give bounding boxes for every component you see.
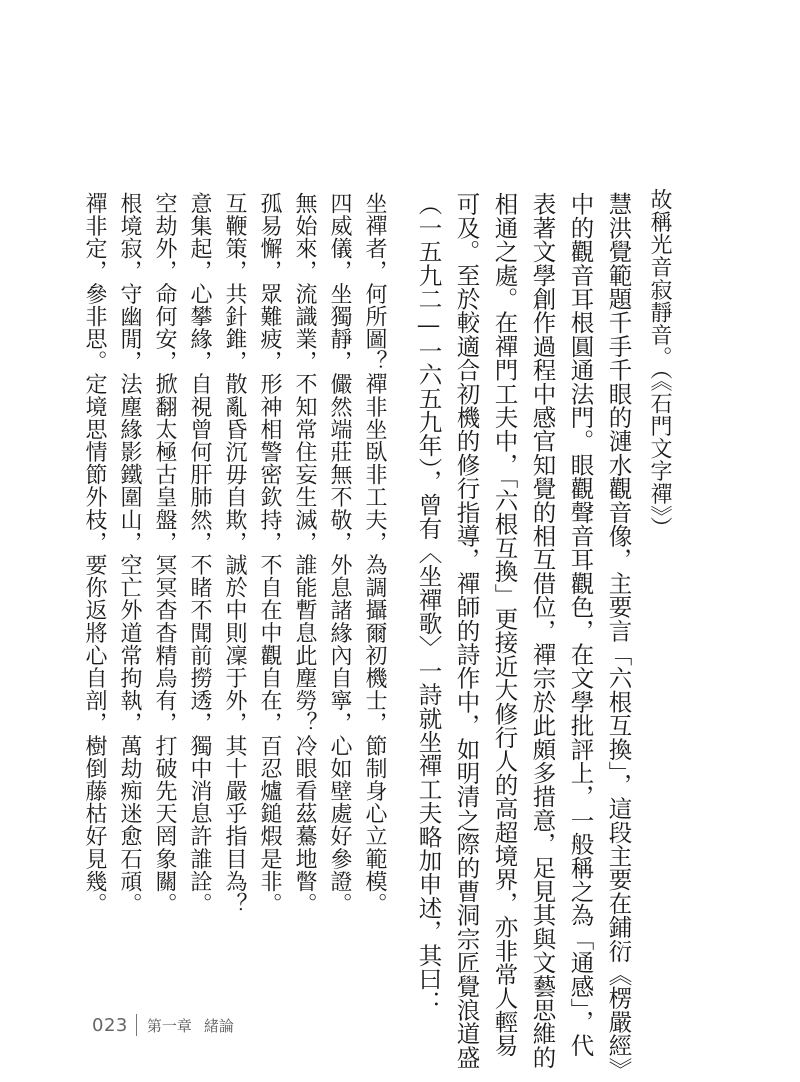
poem-line-6: 意集起，心攀緣，自視曾何肝肺然，不睹不聞前撈透，獨中消息許誰詮。: [187, 192, 212, 916]
section-label: 緒論: [203, 1016, 234, 1035]
poem-line-3: 無始來，流識業，不知常住妄生滅，誰能暫息此塵勞？冷眼看茲驀地瞥。: [292, 192, 317, 916]
poem-line-5: 互鞭策，共針錐，散亂昏沉毋自欺，誠於中則凜于外，其十嚴乎指目為？: [222, 192, 247, 916]
prose-line-4: 相通之處。在禪門工夫中，「六根互換」更接近大修行人的高超境界，亦非常人輕易: [490, 192, 519, 1058]
page-footer: [92, 1014, 234, 1036]
poem-line-8: 根境寂，守幽閒，法塵緣影鐵圍山，空亡外道常拘執，萬劫痴迷愈石頑。: [117, 192, 142, 916]
prose-line-3: 表著文學創作過程中感官知覺的相互借位，禪宗於此頗多措意，足見其與文藝思維的: [528, 192, 557, 1069]
page-number: 023: [92, 1014, 128, 1036]
prose-line-6: （一五九二—一六五九年），曾有〈坐禪歌〉一詩就坐禪工夫略加申述，其曰：: [414, 192, 443, 1015]
poem-line-4: 孤易懈，眾難疲，形神相警密欽持，不自在中觀自在，百忍爐鎚煆是非。: [257, 192, 282, 916]
poem-line-7: 空劫外，命何安，掀翻太極古皇盤，冥冥杳杳精烏有，打破先天罔象關。: [152, 192, 177, 916]
prose-line-2: 中的觀音耳根圓通法門。眼觀聲音耳觀色，在文學批評上，一般稱之為「通感」，代: [566, 192, 595, 1058]
prose-line-1: 慧洪覺範題千手千眼的漣水觀音像，主要言「六根互換」，這段主要在鋪衍《楞嚴經》: [604, 192, 633, 1081]
chapter-label: 第一章: [146, 1016, 192, 1035]
poem-line-9: 禪非定，參非思。定境思情節外枝，要你返將心自剖，樹倒藤枯好見幾。: [82, 192, 107, 916]
poem-line-2: 四威儀，坐獨靜，儼然端莊無不敬，外息諸緣內自寧，心如壁處好參證。: [327, 192, 352, 916]
footer-divider: [136, 1014, 137, 1036]
quote-attribution-line: 故稱光音寂靜音。（《石門文字禪》）: [647, 188, 672, 540]
poem-line-1: 坐禪者，何所圖？禪非坐臥非工夫，為調攝爾初機士，節制身心立範模。: [362, 192, 387, 916]
prose-line-5: 可及。至於較適合初機的修行指導，禪師的詩作中，如明清之際的曹洞宗匠覺浪道盛: [452, 192, 481, 1069]
